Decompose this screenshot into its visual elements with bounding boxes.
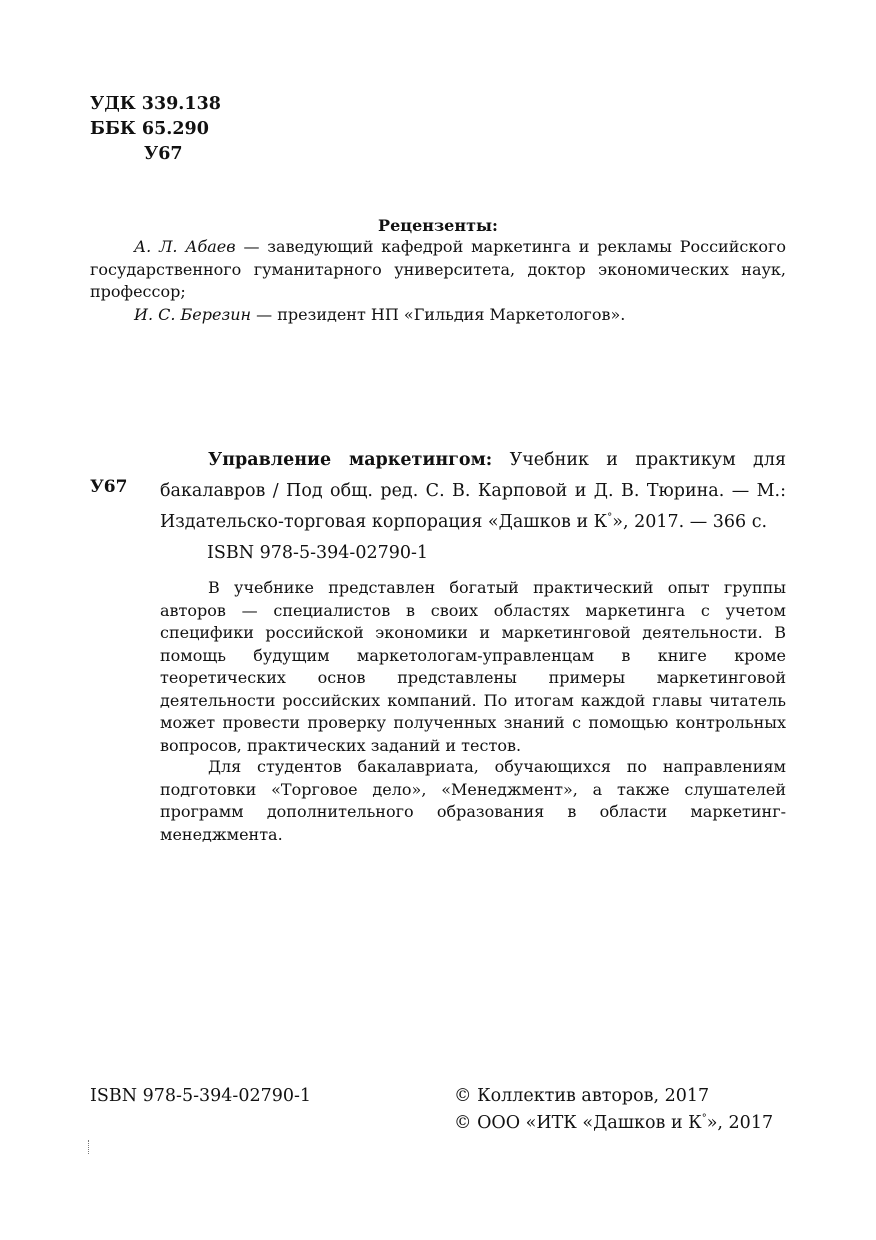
bibliographic-text-end: », 2017. — 366 с. xyxy=(612,512,768,532)
bibliographic-text: Учебник и практикум для бакалавров / Под общ. ред. С. В. Карповой и Д. В. Тюрина. — М.: Издательско-торговая корпорация «Дашков и К xyxy=(160,450,786,532)
copyright-authors: © Коллектив авторов, 2017 xyxy=(454,1086,710,1106)
book-title: Управление маркетингом: xyxy=(208,450,493,470)
abstract-paragraph: Для студентов бакалавриата, обучающихся по направлениям подготовки «Торговое дело», «Менеджмент», а также слушателей программ дополнительного образования в области маркетинг-менеджмента. xyxy=(160,757,786,844)
isbn-footer: ISBN 978-5-394-02790-1 xyxy=(90,1086,312,1106)
reviewer-entry xyxy=(90,236,786,304)
copyright-publisher xyxy=(454,1110,773,1136)
library-codes xyxy=(90,92,221,167)
copyright-publisher-text: © ООО «ИТК «Дашков и К xyxy=(454,1113,702,1133)
author-mark: У67 xyxy=(144,144,183,164)
bibliographic-description xyxy=(160,445,786,538)
bbk-code: ББК 65.290 xyxy=(90,119,209,139)
copyright-publisher-text-end: », 2017 xyxy=(706,1113,774,1133)
degree-superscript: ° xyxy=(701,1113,707,1125)
reviewer-name: А. Л. Абаев xyxy=(134,237,236,256)
reviewer-name: И. С. Березин xyxy=(134,305,252,324)
isbn-main: ISBN 978-5-394-02790-1 xyxy=(207,543,429,563)
bibliographic-author-mark: У67 xyxy=(90,477,128,497)
degree-superscript: ° xyxy=(607,512,613,524)
abstract-paragraph: В учебнике представлен богатый практический опыт группы авторов — специалистов в своих областях маркетинга с учетом специфики российской экономики и маркетинговой деятельности. В помощь будущим маркетологам-управленцам в книге кроме теоретических основ представлены примеры маркетинговой деятельности российских компаний. По итогам каждой главы читатель может провести проверку полученных знаний с помощью контрольных вопросов, практических заданий и тестов. xyxy=(160,578,786,755)
reviewer-description: — заведующий кафедрой маркетинга и рекламы Российского государственного гуманитарного университета, доктор экономических наук, профессор; xyxy=(90,237,786,301)
reviewer-description: — президент НП «Гильдия Маркетологов». xyxy=(251,305,626,324)
udk-code: УДК 339.138 xyxy=(90,94,221,114)
reviewers-heading: Рецензенты: xyxy=(378,216,498,235)
reviewer-entry xyxy=(90,304,786,327)
scan-artifact xyxy=(88,1140,91,1154)
